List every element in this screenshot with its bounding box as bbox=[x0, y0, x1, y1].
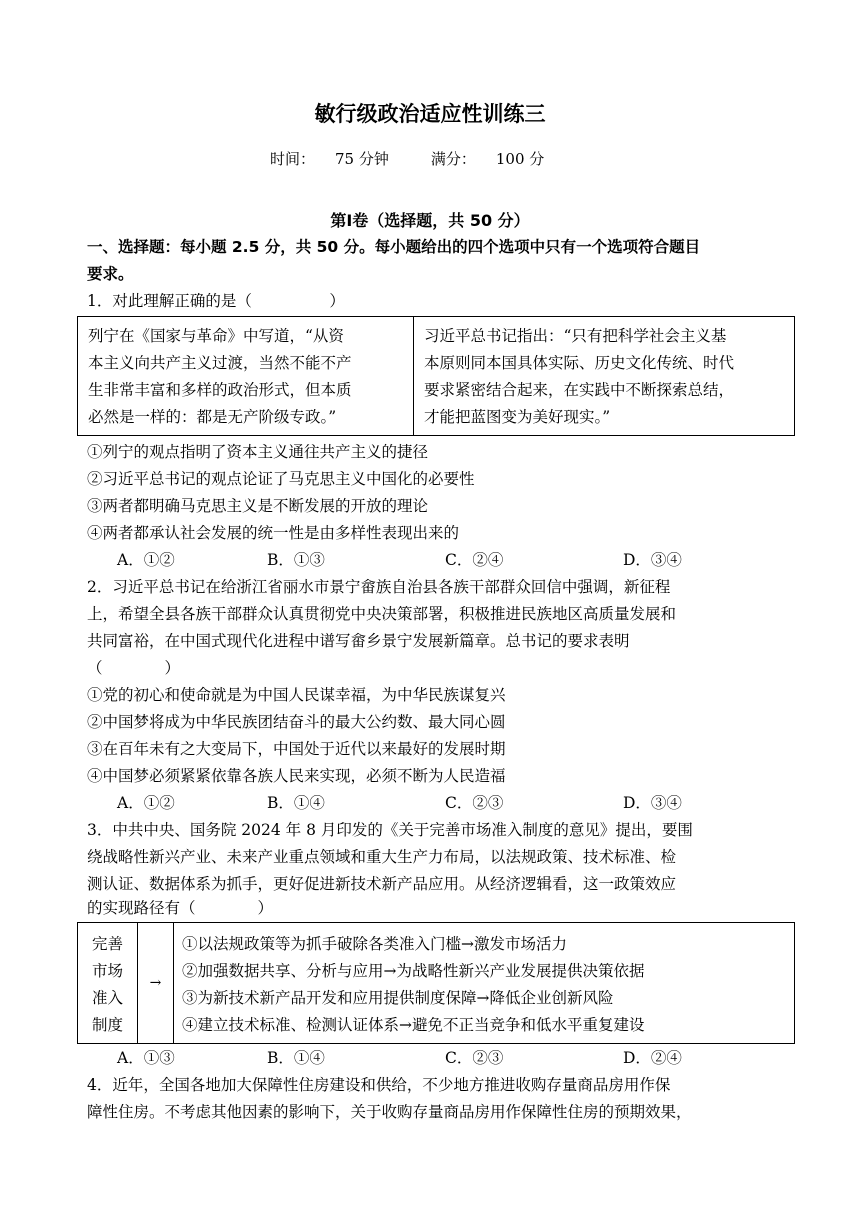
section-title: 第Ⅰ卷（选择题，共 50 分） bbox=[330, 211, 530, 230]
instructions-line-2: 要求。 bbox=[87, 265, 134, 283]
q2-statement: ③在百年未有之大变局下，中国处于近代以来最好的发展时期 bbox=[87, 740, 506, 758]
q2-stem-line: 共同富裕，在中国式现代化进程中谱写畲乡景宁发展新篇章。总书记的要求表明 bbox=[87, 632, 630, 650]
q3-flow-head bbox=[78, 923, 138, 1043]
q1-quote-left-line: 必然是一样的：都是无产阶级专政。” bbox=[88, 408, 337, 426]
instructions-line-1: 一、选择题：每小题 2.5 分，共 50 分。每小题给出的四个选项中只有一个选项符合题目 bbox=[87, 238, 701, 256]
q1-quote-left-line: 列宁在《国家与革命》中写道，“从资 bbox=[88, 327, 344, 345]
q1-quote-left-line: 生非常丰富和多样的政治形式，但本质 bbox=[88, 381, 352, 399]
q3-flow-arrow bbox=[138, 923, 174, 1043]
q1-stem: 1．对此理解正确的是（ ） bbox=[87, 292, 345, 310]
q2-option-a[interactable]: A．①② bbox=[117, 794, 175, 812]
q3-stem-line: 绕战略性新兴产业、未来产业重点领域和重大生产力布局，以法规政策、技术标准、检 bbox=[87, 848, 677, 866]
q1-statement: ①列宁的观点指明了资本主义通往共产主义的捷径 bbox=[87, 443, 429, 461]
q3-flow-table bbox=[77, 922, 795, 1044]
q3-flow-item: ②加强数据共享、分析与应用→为战略性新兴产业发展提供决策依据 bbox=[182, 962, 645, 980]
time-label: 时间： bbox=[270, 150, 316, 168]
q1-option-b[interactable]: B．①③ bbox=[267, 551, 325, 569]
exam-meta bbox=[270, 148, 544, 169]
score-label: 满分： bbox=[430, 150, 476, 168]
q3-flow-item: ④建立技术标准、检测认证体系→避免不正当竞争和低水平重复建设 bbox=[182, 1016, 645, 1034]
q2-stem-line: （ ） bbox=[87, 659, 181, 677]
q1-statement: ③两者都明确马克思主义是不断发展的开放的理论 bbox=[87, 497, 429, 515]
q1-option-c[interactable]: C．②④ bbox=[445, 551, 504, 569]
q4-stem-line: 障性住房。不考虑其他因素的影响下，关于收购存量商品房用作保障性住房的预期效果， bbox=[87, 1103, 692, 1121]
q2-option-b[interactable]: B．①④ bbox=[267, 794, 325, 812]
exam-title: 敏行级政治适应性训练三 bbox=[314, 102, 546, 126]
q3-option-d[interactable]: D．②④ bbox=[623, 1049, 682, 1067]
q2-option-c[interactable]: C．②③ bbox=[445, 794, 504, 812]
q1-quote-right-line: 要求紧密结合起来，在实践中不断探索总结， bbox=[424, 381, 735, 399]
q3-stem-line: 测认证、数据体系为抓手，更好促进新技术新产品应用。从经济逻辑看，这一政策效应 bbox=[87, 875, 677, 893]
q1-quote-xi bbox=[414, 317, 794, 435]
q2-statement: ②中国梦将成为中华民族团结奋斗的最大公约数、最大同心圆 bbox=[87, 713, 506, 731]
q1-quote-table bbox=[77, 316, 795, 436]
q1-quote-lenin bbox=[78, 317, 414, 435]
q1-option-a[interactable]: A．①② bbox=[117, 551, 175, 569]
time-value: 75 分钟 bbox=[335, 150, 389, 168]
q1-statement: ②习近平总书记的观点论证了马克思主义中国化的必要性 bbox=[87, 470, 475, 488]
q3-stem-line: 3．中共中央、国务院 2024 年 8 月印发的《关于完善市场准入制度的意见》提出，要围 bbox=[87, 821, 693, 839]
q1-statement: ④两者都承认社会发展的统一性是由多样性表现出来的 bbox=[87, 524, 460, 542]
q3-stem-line: 的实现路径有（ ） bbox=[87, 899, 274, 917]
q1-quote-right-line: 本原则同本国具体实际、历史文化传统、时代 bbox=[424, 354, 735, 372]
q1-quote-right-line: 才能把蓝图变为美好现实。” bbox=[424, 408, 611, 426]
q3-flow-head-line: 完善 bbox=[91, 935, 123, 953]
q2-stem-line: 2．习近平总书记在给浙江省丽水市景宁畲族自治县各族干部群众回信中强调，新征程 bbox=[87, 578, 671, 596]
q1-quote-right-line: 习近平总书记指出：“只有把科学社会主义基 bbox=[424, 327, 727, 345]
q3-flow-head-line: 市场 bbox=[91, 962, 123, 980]
q3-flow-head-line: 制度 bbox=[91, 1016, 123, 1034]
q3-option-a[interactable]: A．①③ bbox=[117, 1049, 175, 1067]
q3-option-b[interactable]: B．①④ bbox=[267, 1049, 325, 1067]
q3-flow-item: ③为新技术新产品开发和应用提供制度保障→降低企业创新风险 bbox=[182, 989, 614, 1007]
q2-stem-line: 上，希望全县各族干部群众认真贯彻党中央决策部署，积极推进民族地区高质量发展和 bbox=[87, 605, 677, 623]
q3-option-c[interactable]: C．②③ bbox=[445, 1049, 504, 1067]
q3-flow-head-line: 准入 bbox=[91, 989, 123, 1007]
q2-option-d[interactable]: D．③④ bbox=[623, 794, 682, 812]
q1-option-d[interactable]: D．③④ bbox=[623, 551, 682, 569]
q3-flow-body bbox=[174, 923, 794, 1043]
q1-quote-left-line: 本主义向共产主义过渡，当然不能不产 bbox=[88, 354, 352, 372]
q4-stem-line: 4．近年，全国各地加大保障性住房建设和供给，不少地方推进收购存量商品房用作保 bbox=[87, 1076, 671, 1094]
q2-statement: ①党的初心和使命就是为中国人民谋幸福，为中华民族谋复兴 bbox=[87, 686, 506, 704]
q3-flow-item: ①以法规政策等为抓手破除各类准入门槛→激发市场活力 bbox=[182, 935, 567, 953]
score-value: 100 分 bbox=[495, 150, 545, 168]
q2-statement: ④中国梦必须紧紧依靠各族人民来实现，必须不断为人民造福 bbox=[87, 767, 506, 785]
arrow-right-icon: → bbox=[149, 975, 162, 991]
